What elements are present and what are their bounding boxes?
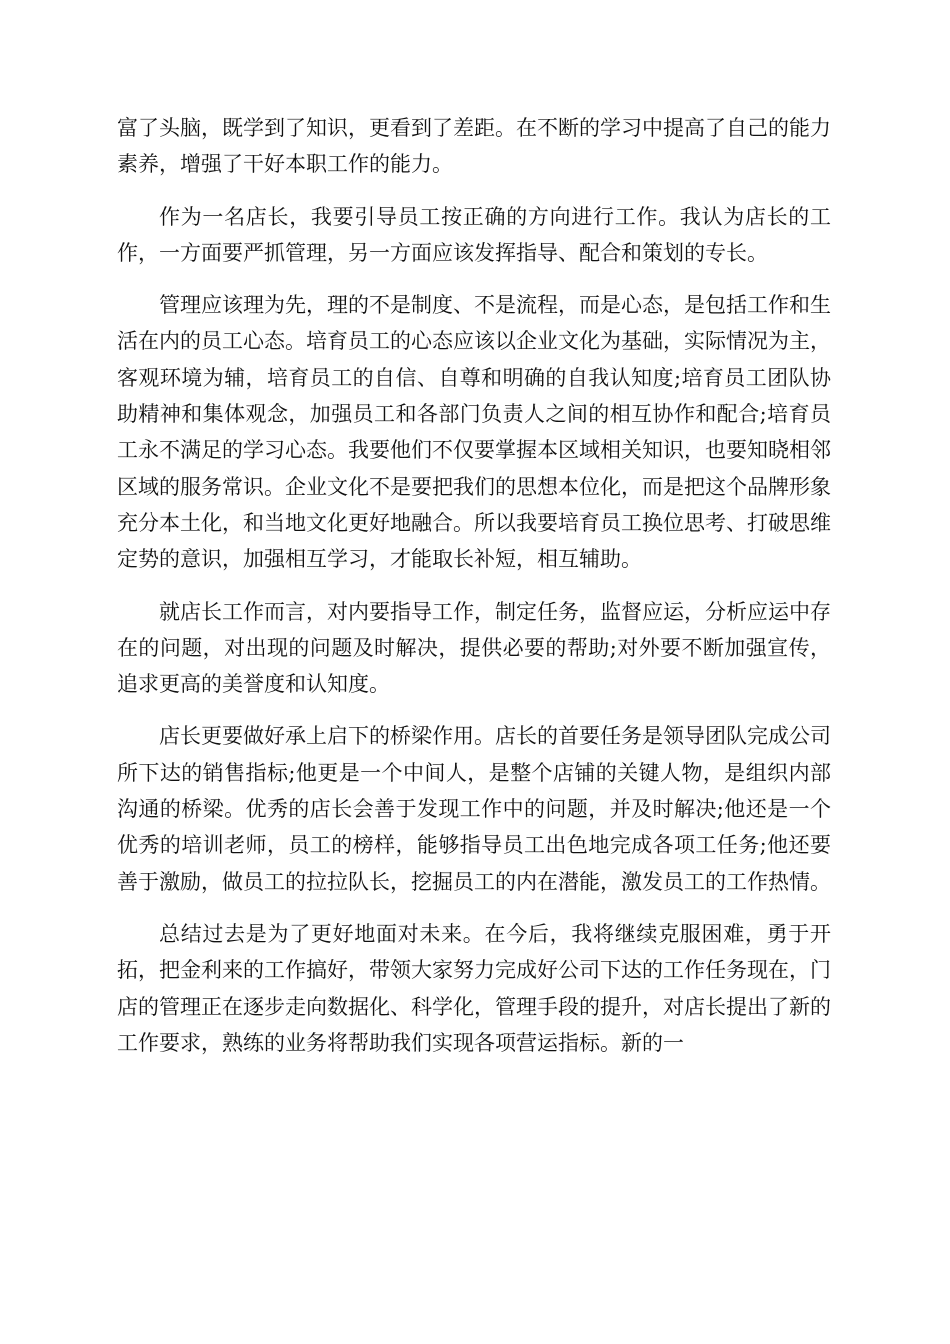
paragraph-bridge-role: 店长更要做好承上启下的桥梁作用。店长的首要任务是领导团队完成公司所下达的销售指标;他更是一个中间人，是整个店铺的关键人物，是组织内部沟通的桥梁。优秀的店长会善于发现工作中的问题，并及时解决;他还是一个优秀的培训老师，员工的榜样，能够指导员工出色地完成各项工任务;他还要善于激励，做员工的拉拉队长，挖掘员工的内在潜能，激发员工的工作热情。 xyxy=(117,724,831,894)
paragraph-summary-future: 总结过去是为了更好地面对未来。在今后，我将继续克服困难，勇于开拓，把金利来的工作搞好，带领大家努力完成好公司下达的工作任务现在，门店的管理正在逐步走向数据化、科学化，管理手段的提升，对店长提出了新的工作要求，熟练的业务将帮助我们实现各项营运指标。新的一 xyxy=(117,921,831,1055)
paragraph-internal-external-work: 就店长工作而言，对内要指导工作，制定任务，监督应运，分析应运中存在的问题，对出现的问题及时解决，提供必要的帮助;对外要不断加强宣传，追求更高的美誉度和认知度。 xyxy=(117,599,831,697)
paragraph-store-manager-role: 作为一名店长，我要引导员工按正确的方向进行工作。我认为店长的工作，一方面要严抓管理，另一方面应该发挥指导、配合和策划的专长。 xyxy=(117,204,831,265)
document-page xyxy=(117,110,831,1077)
paragraph-continuation: 富了头脑，既学到了知识，更看到了差距。在不断的学习中提高了自己的能力素养，增强了干好本职工作的能力。 xyxy=(117,116,831,177)
paragraph-management-mindset: 管理应该理为先，理的不是制度、不是流程，而是心态，是包括工作和生活在内的员工心态。培育员工的心态应该以企业文化为基础，实际情况为主，客观环境为辅，培育员工的自信、自尊和明确的自我认知度;培育员工团队协助精神和集体观念，加强员工和各部门负责人之间的相互协作和配合;培育员工永不满足的学习心态。我要他们不仅要掌握本区域相关知识，也要知晓相邻区域的服务常识。企业文化不是要把我们的思想本位化，而是把这个品牌形象充分本土化，和当地文化更好地融合。所以我要培育员工换位思考、打破思维定势的意识，加强相互学习，才能取长补短，相互辅助。 xyxy=(117,293,831,572)
